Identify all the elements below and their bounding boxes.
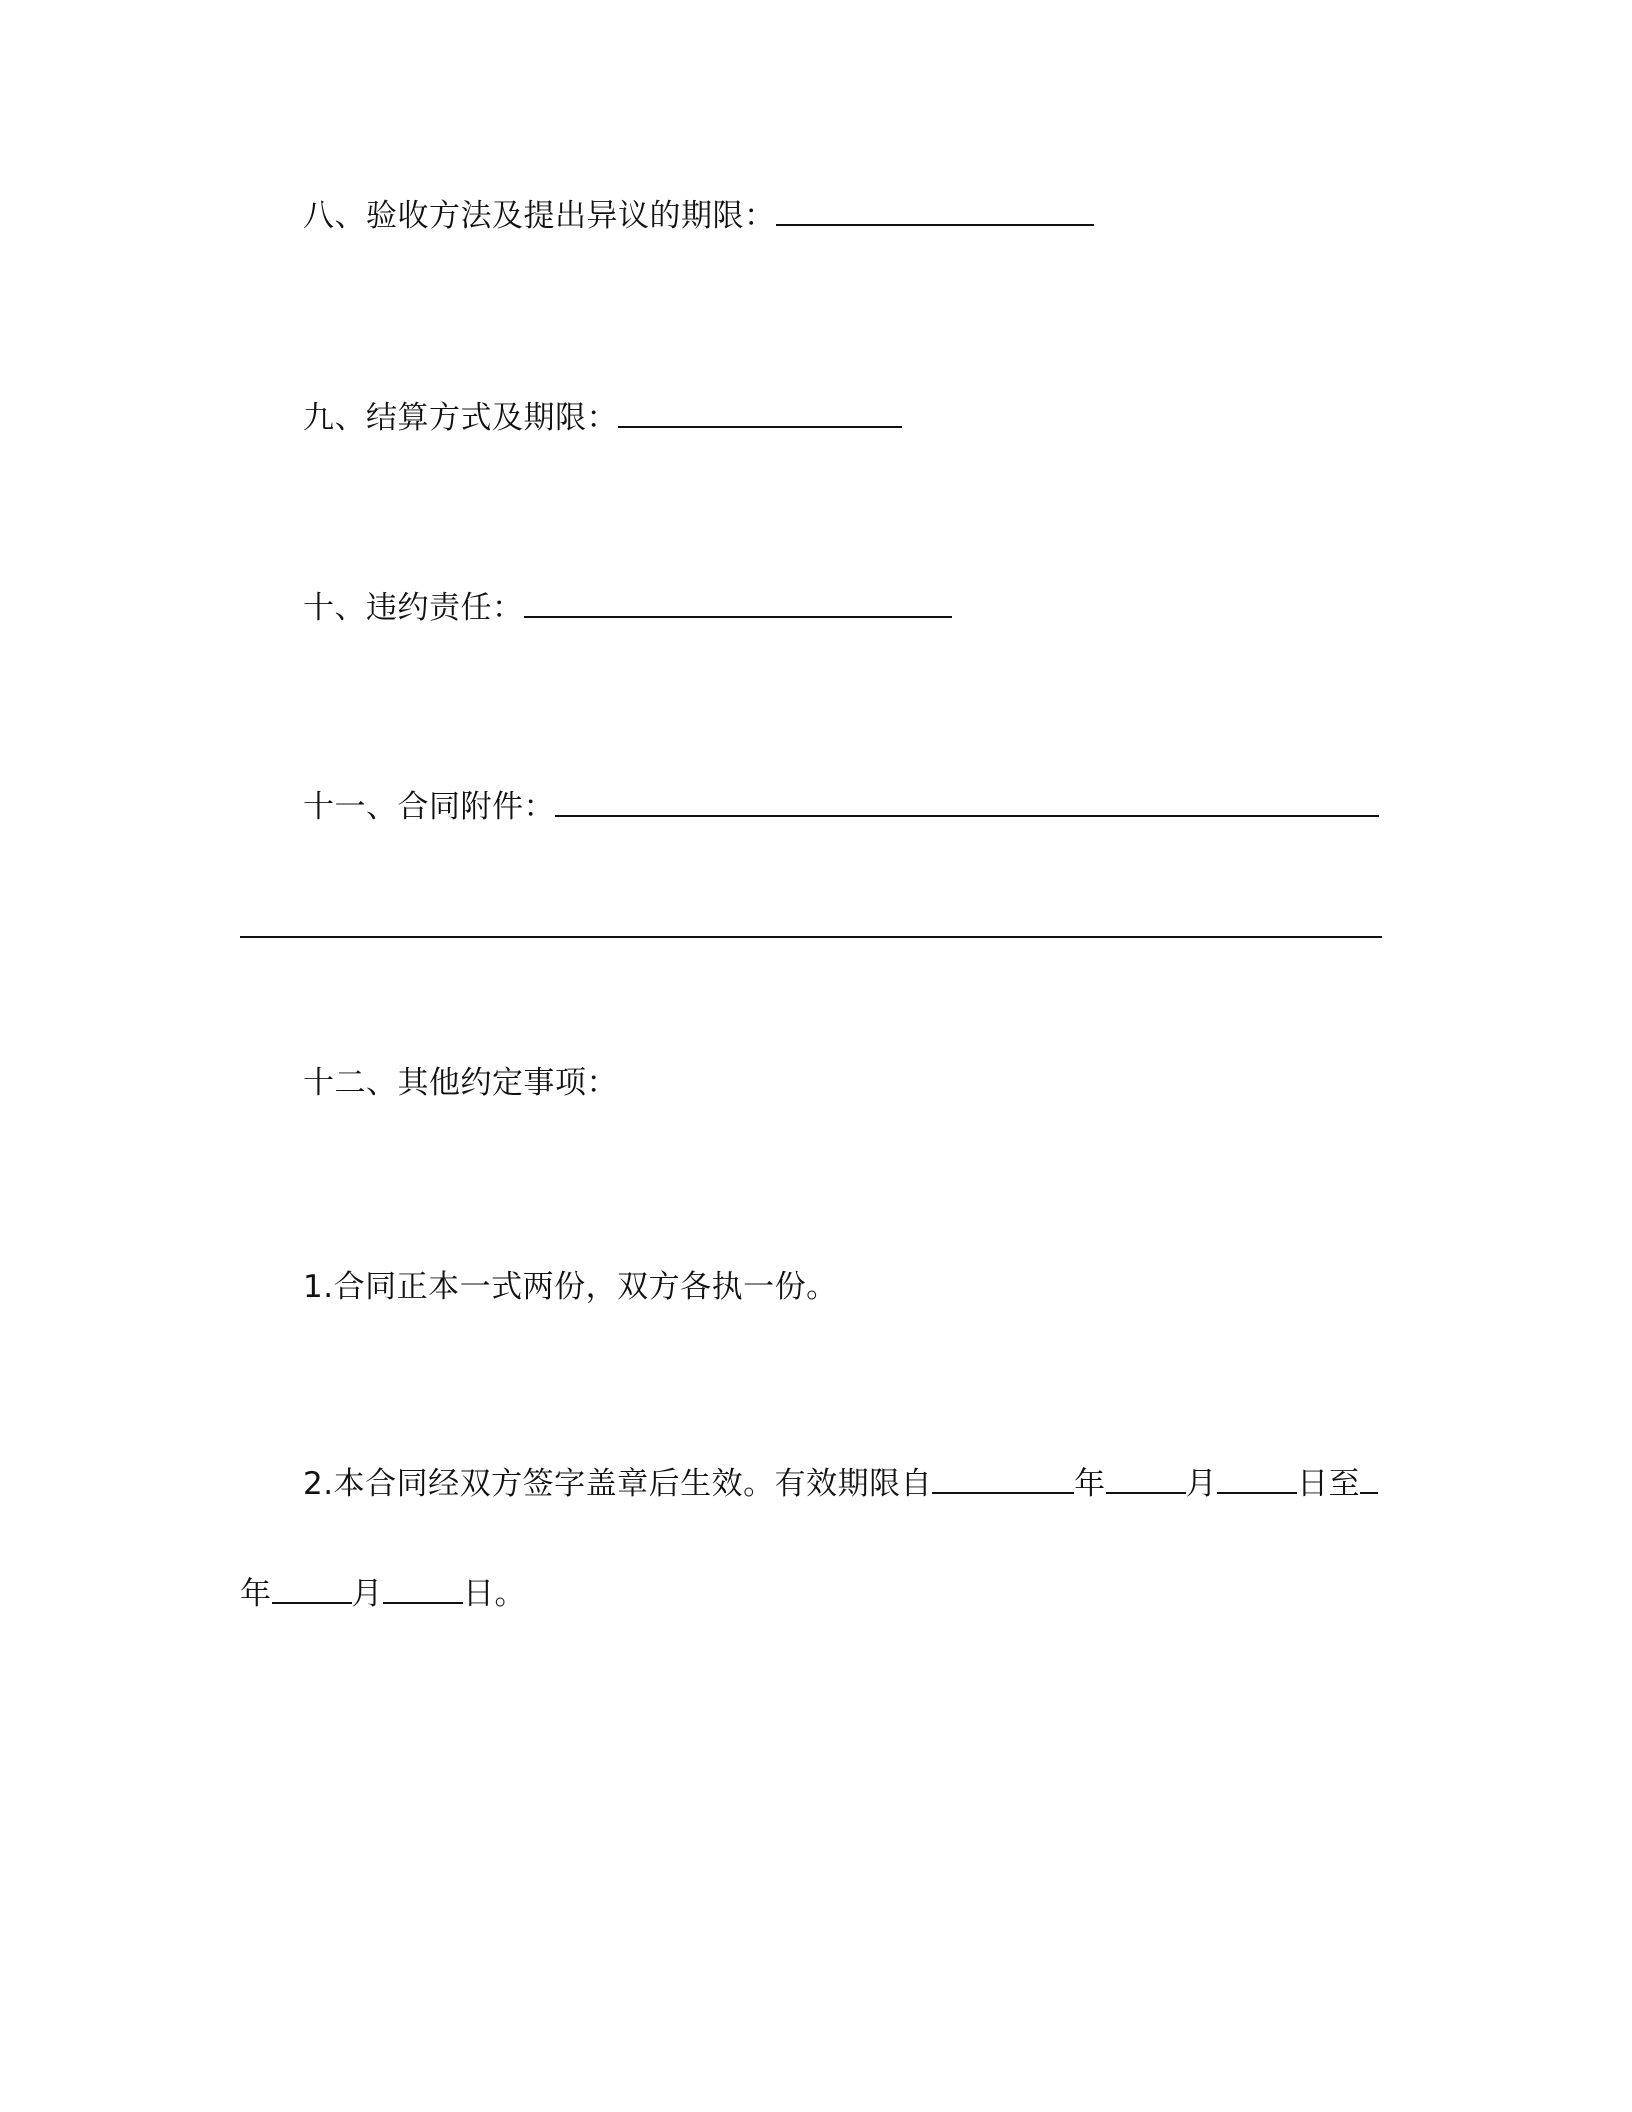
clause-11-label: 十一、合同附件： bbox=[303, 789, 555, 825]
clause-10-label: 十、违约责任： bbox=[303, 590, 524, 626]
start-year-blank[interactable] bbox=[932, 1464, 1074, 1494]
start-day-blank[interactable] bbox=[1217, 1464, 1297, 1494]
term-item-2 bbox=[303, 1464, 1378, 1504]
clause-12 bbox=[303, 1063, 618, 1103]
clause-10 bbox=[303, 588, 952, 628]
term-item-1 bbox=[303, 1267, 838, 1307]
clause-8 bbox=[303, 196, 1094, 236]
clause-9-label: 九、结算方式及期限： bbox=[303, 400, 618, 436]
month-label: 月 bbox=[1185, 1466, 1218, 1502]
term-item-2-text: 2.本合同经双方签字盖章后生效。有效期限自 bbox=[303, 1466, 933, 1502]
clause-10-blank[interactable] bbox=[524, 588, 952, 618]
clause-9 bbox=[303, 398, 902, 438]
clause-11-blank[interactable] bbox=[555, 787, 1379, 817]
term-item-2-continued bbox=[240, 1574, 526, 1614]
term-item-1-text: 1.合同正本一式两份，双方各执一份。 bbox=[303, 1269, 838, 1305]
end-year-label: 年 bbox=[240, 1576, 272, 1612]
clause-11-continuation-line[interactable] bbox=[240, 936, 1382, 938]
end-day-label: 日。 bbox=[463, 1576, 526, 1612]
start-month-blank[interactable] bbox=[1106, 1464, 1186, 1494]
end-month-label: 月 bbox=[351, 1576, 383, 1612]
clause-8-label: 八、验收方法及提出异议的期限： bbox=[303, 198, 776, 234]
end-month-blank[interactable] bbox=[272, 1574, 352, 1604]
day-to-label: 日至 bbox=[1297, 1466, 1361, 1502]
end-year-blank-start[interactable] bbox=[1360, 1464, 1378, 1494]
clause-11 bbox=[303, 787, 1379, 827]
clause-8-blank[interactable] bbox=[776, 196, 1094, 226]
end-day-blank[interactable] bbox=[383, 1574, 463, 1604]
clause-12-label: 十二、其他约定事项： bbox=[303, 1065, 618, 1101]
clause-9-blank[interactable] bbox=[618, 398, 902, 428]
year-label: 年 bbox=[1074, 1466, 1106, 1502]
